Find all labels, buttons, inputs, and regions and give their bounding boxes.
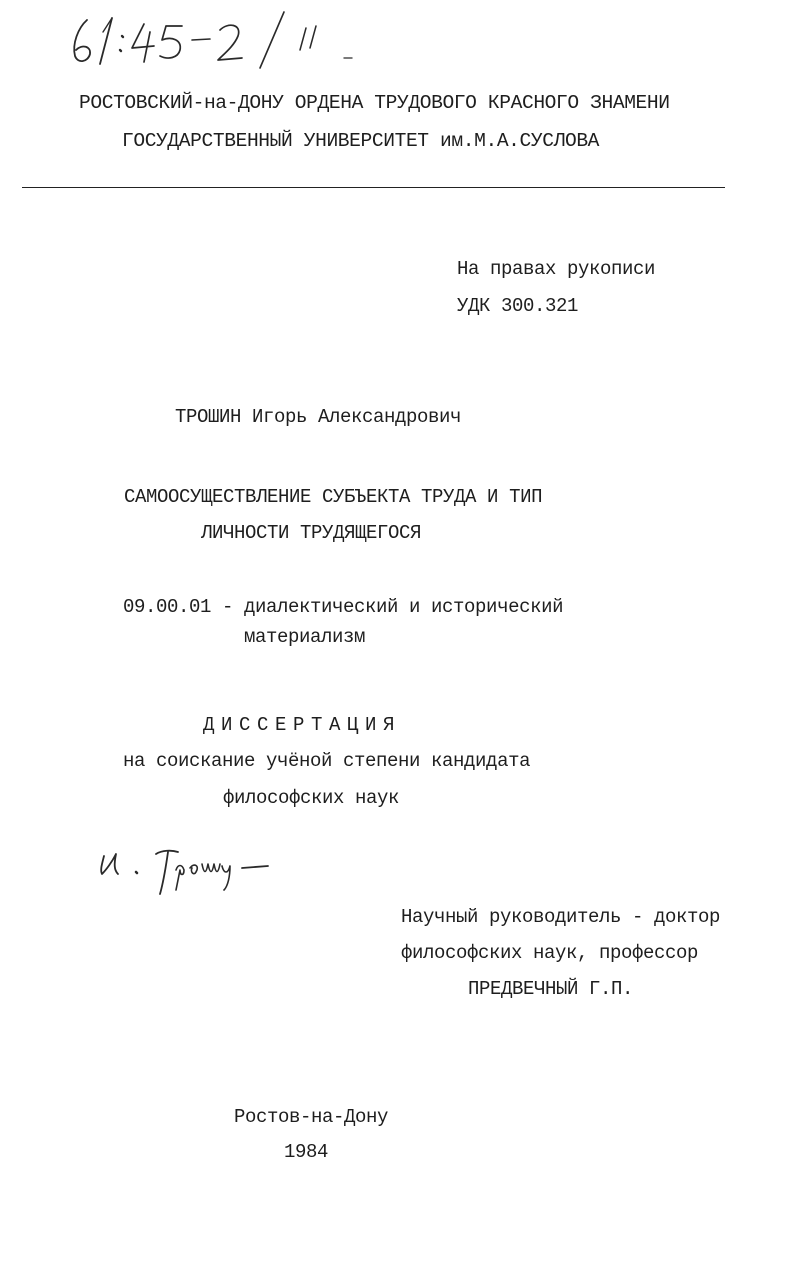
document-type-heading: ДИССЕРТАЦИЯ bbox=[203, 714, 402, 736]
year: 1984 bbox=[284, 1141, 329, 1163]
header-divider bbox=[22, 187, 725, 188]
degree-line-1: на соискание учёной степени кандидата bbox=[123, 750, 531, 772]
specialty-line-1: 09.00.01 - диалектический и исторический bbox=[123, 596, 564, 618]
title-line-2: ЛИЧНОСТИ ТРУДЯЩЕГОСЯ bbox=[201, 522, 422, 544]
archive-mark-handwriting bbox=[60, 10, 360, 72]
author-name: ТРОШИН Игорь Александрович bbox=[175, 406, 462, 428]
institution-line-2: ГОСУДАРСТВЕННЫЙ УНИВЕРСИТЕТ им.М.А.СУСЛОВА bbox=[122, 130, 600, 152]
institution-line-1: РОСТОВСКИЙ-на-ДОНУ ОРДЕНА ТРУДОВОГО КРАСНОГО ЗНАМЕНИ bbox=[79, 92, 670, 114]
supervisor-name: ПРЕДВЕЧНЫЙ Г.П. bbox=[468, 978, 634, 1000]
author-signature bbox=[96, 842, 286, 900]
title-line-1: САМООСУЩЕСТВЛЕНИЕ СУБЪЕКТА ТРУДА И ТИП bbox=[124, 486, 543, 508]
specialty-line-2: материализм bbox=[244, 626, 366, 648]
supervisor-line-2: философских наук, профессор bbox=[401, 942, 699, 964]
supervisor-line-1: Научный руководитель - доктор bbox=[401, 906, 721, 928]
degree-line-2: философских наук bbox=[223, 787, 400, 809]
manuscript-rights: На правах рукописи bbox=[457, 258, 656, 280]
place: Ростов-на-Дону bbox=[234, 1106, 389, 1128]
udc-code: УДК 300.321 bbox=[457, 295, 579, 317]
